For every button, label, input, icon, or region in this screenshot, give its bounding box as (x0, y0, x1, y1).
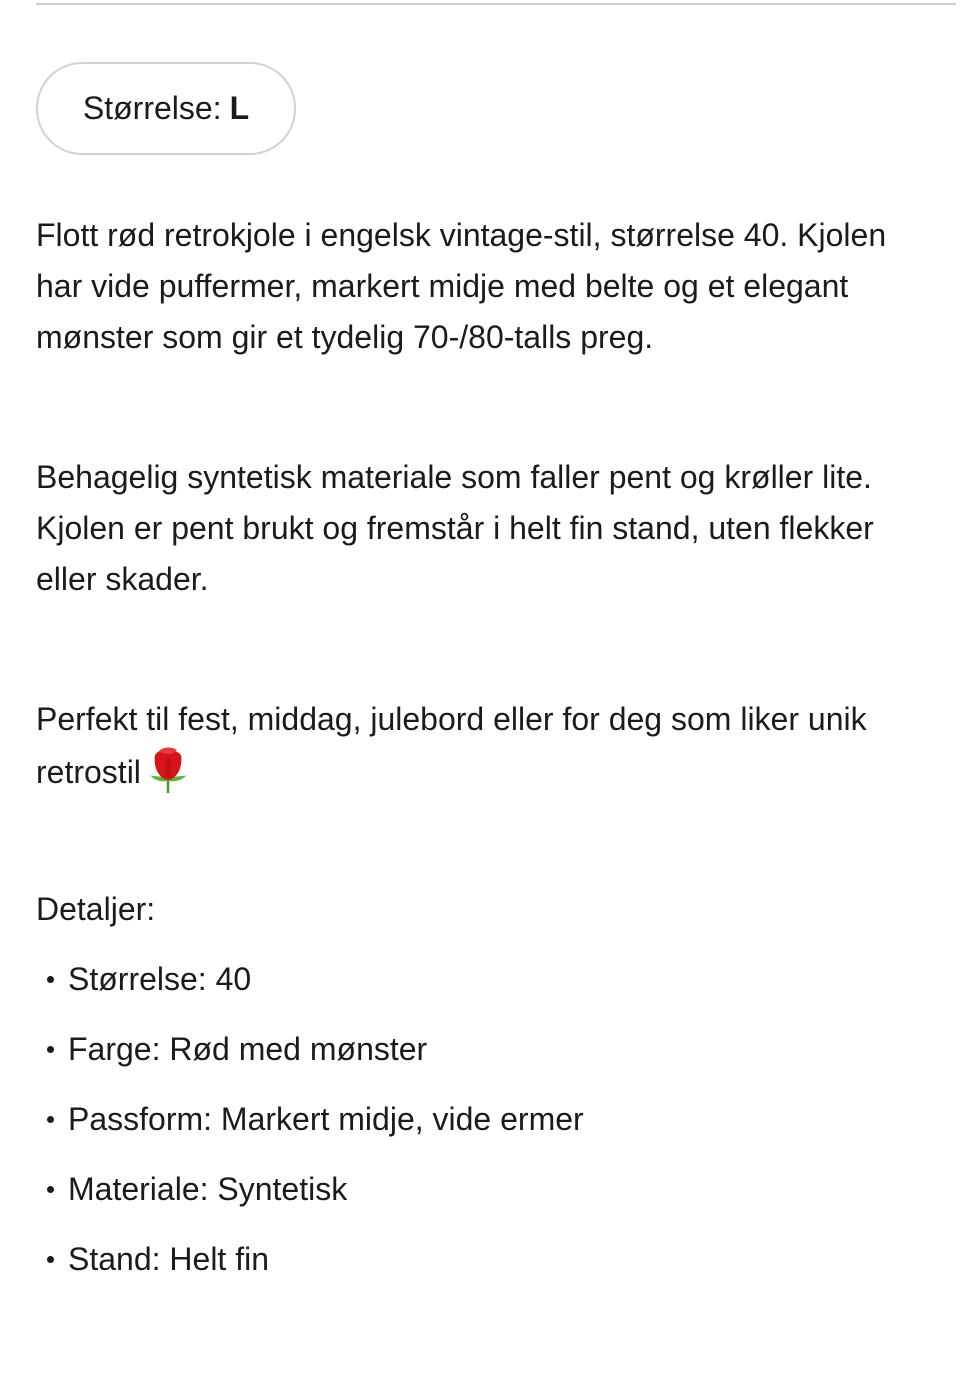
paragraph-text: Behagelig syntetisk materiale som faller pent og krøller lite. Kjolen er pent brukt og fremstår i helt fin stand, uten flekker eller skader. (36, 459, 874, 597)
size-chip-value: L (229, 90, 250, 126)
description-paragraph (36, 694, 936, 798)
bullet-icon (47, 1186, 54, 1193)
list-item-text: Passform: Markert midje, vide ermer (68, 1101, 584, 1137)
rose-icon (147, 745, 189, 795)
details-heading: Detaljer: (36, 891, 156, 927)
list-item (36, 954, 584, 1024)
list-item-text: Materiale: Syntetisk (68, 1171, 348, 1207)
description-paragraph (36, 210, 936, 363)
list-item (36, 1234, 584, 1304)
list-item-text: Størrelse: 40 (68, 961, 252, 997)
bullet-icon (47, 1046, 54, 1053)
list-item (36, 1094, 584, 1164)
bullet-icon (47, 976, 54, 983)
bullet-icon (47, 1116, 54, 1123)
top-divider (36, 3, 956, 5)
description-paragraph (36, 452, 936, 605)
paragraph-text: Flott rød retrokjole i engelsk vintage-stil, størrelse 40. Kjolen har vide puffermer, markert midje med belte og et elegant mønster som gir et tydelig 70-/80-talls preg. (36, 217, 887, 355)
list-item-text: Farge: Rød med mønster (68, 1031, 428, 1067)
bullet-icon (47, 1256, 54, 1263)
size-chip[interactable] (36, 62, 296, 155)
list-item (36, 1024, 584, 1094)
list-item-text: Stand: Helt fin (68, 1241, 269, 1277)
paragraph-text: Perfekt til fest, middag, julebord eller for deg som liker unik retrostil (36, 701, 867, 790)
details-list (36, 954, 584, 1304)
list-item (36, 1164, 584, 1234)
size-chip-label: Størrelse: (82, 90, 222, 126)
